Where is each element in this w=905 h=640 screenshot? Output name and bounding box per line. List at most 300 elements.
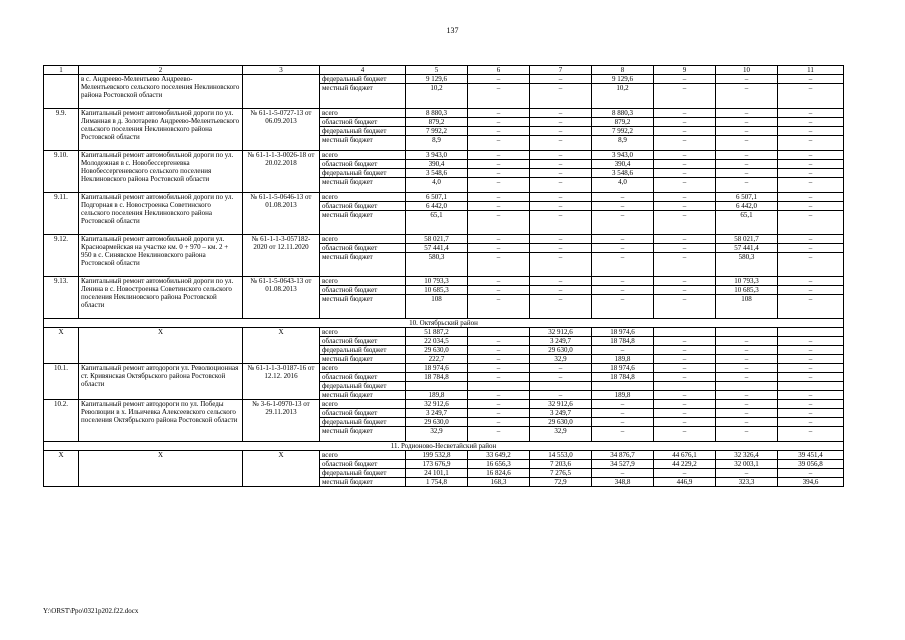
amount-cell: 3 249,7 bbox=[530, 409, 592, 418]
amount-cell: – bbox=[654, 364, 716, 373]
amount-cell: – bbox=[778, 136, 844, 151]
amount-cell: – bbox=[778, 295, 844, 319]
amount-cell: 24 101,1 bbox=[406, 469, 468, 478]
amount-cell: – bbox=[716, 355, 778, 364]
amount-cell: 18 974,6 bbox=[592, 364, 654, 373]
amount-cell: – bbox=[592, 244, 654, 253]
document-ref: X bbox=[243, 451, 320, 487]
amount-cell: 57 441,4 bbox=[716, 244, 778, 253]
amount-cell bbox=[716, 328, 778, 337]
amount-cell: – bbox=[468, 193, 530, 202]
amount-cell: – bbox=[778, 75, 844, 84]
amount-cell bbox=[716, 382, 778, 391]
funding-source: всего bbox=[320, 109, 406, 118]
amount-cell: 446,9 bbox=[654, 478, 716, 487]
amount-cell: 3 943,0 bbox=[592, 151, 654, 160]
amount-cell: 7 276,5 bbox=[530, 469, 592, 478]
amount-cell: 65,1 bbox=[716, 211, 778, 235]
amount-cell: – bbox=[592, 277, 654, 286]
amount-cell: – bbox=[654, 75, 716, 84]
amount-cell: – bbox=[530, 286, 592, 295]
amount-cell: 32 912,6 bbox=[530, 328, 592, 337]
amount-cell: – bbox=[778, 391, 844, 400]
amount-cell: 1 754,8 bbox=[406, 478, 468, 487]
amount-cell: – bbox=[716, 400, 778, 409]
amount-cell: – bbox=[778, 193, 844, 202]
amount-cell: – bbox=[530, 151, 592, 160]
amount-cell: 29 630,0 bbox=[406, 418, 468, 427]
funding-source: областной бюджет bbox=[320, 244, 406, 253]
amount-cell: 10 793,3 bbox=[716, 277, 778, 286]
amount-cell: 7 992,2 bbox=[406, 127, 468, 136]
amount-cell: – bbox=[468, 235, 530, 244]
amount-cell: – bbox=[654, 355, 716, 364]
amount-cell: – bbox=[654, 373, 716, 382]
amount-cell: 3 943,0 bbox=[406, 151, 468, 160]
table-row bbox=[44, 235, 844, 244]
object-name: Капитальный ремонт автомобильной дороги по ул. Молодежная в с. Новобессергеневка Новобессергеневского сельского поселения Неклиновского района Ростовской области bbox=[79, 151, 243, 193]
header-cell: 3 bbox=[243, 66, 320, 75]
amount-cell: 44 676,1 bbox=[654, 451, 716, 460]
row-number: 9.9. bbox=[44, 109, 79, 151]
funding-source: областной бюджет bbox=[320, 373, 406, 382]
funding-source: местный бюджет bbox=[320, 211, 406, 235]
amount-cell bbox=[530, 382, 592, 391]
funding-source: федеральный бюджет bbox=[320, 346, 406, 355]
document-ref: № 61-1-1-3-0026-18 от 20.02.2018 bbox=[243, 151, 320, 193]
amount-cell: – bbox=[778, 409, 844, 418]
amount-cell: 34 527,9 bbox=[592, 460, 654, 469]
amount-cell: – bbox=[654, 253, 716, 277]
amount-cell: 16 656,3 bbox=[468, 460, 530, 469]
amount-cell: – bbox=[468, 337, 530, 346]
row-number: X bbox=[44, 451, 79, 487]
amount-cell: – bbox=[592, 235, 654, 244]
table-row bbox=[44, 109, 844, 118]
amount-cell: – bbox=[530, 169, 592, 178]
footer-file-path: Y:\ORST\Ppo\0321p202.f22.docx bbox=[43, 607, 139, 615]
amount-cell: 189,8 bbox=[592, 391, 654, 400]
funding-source: федеральный бюджет bbox=[320, 382, 406, 391]
funding-source: областной бюджет bbox=[320, 118, 406, 127]
amount-cell: – bbox=[778, 244, 844, 253]
amount-cell bbox=[778, 328, 844, 337]
amount-cell: 32 003,1 bbox=[716, 460, 778, 469]
amount-cell: 65,1 bbox=[406, 211, 468, 235]
amount-cell: – bbox=[778, 169, 844, 178]
amount-cell: – bbox=[592, 346, 654, 355]
object-name: X bbox=[79, 451, 243, 487]
amount-cell: 32,9 bbox=[530, 355, 592, 364]
amount-cell: – bbox=[716, 409, 778, 418]
amount-cell: – bbox=[592, 193, 654, 202]
funding-source: местный бюджет bbox=[320, 136, 406, 151]
amount-cell: – bbox=[592, 295, 654, 319]
amount-cell: – bbox=[592, 286, 654, 295]
amount-cell bbox=[468, 382, 530, 391]
amount-cell: – bbox=[468, 295, 530, 319]
amount-cell: 7 203,6 bbox=[530, 460, 592, 469]
amount-cell: 879,2 bbox=[406, 118, 468, 127]
amount-cell: 14 553,0 bbox=[530, 451, 592, 460]
amount-cell: 108 bbox=[716, 295, 778, 319]
amount-cell: – bbox=[778, 373, 844, 382]
amount-cell: – bbox=[592, 202, 654, 211]
section-title: 11. Родионово-Несветайский район bbox=[44, 442, 844, 451]
table-row bbox=[44, 75, 844, 84]
funding-source: местный бюджет bbox=[320, 355, 406, 364]
table-row bbox=[44, 451, 844, 460]
amount-cell: – bbox=[654, 136, 716, 151]
object-name: X bbox=[79, 328, 243, 364]
amount-cell: – bbox=[716, 391, 778, 400]
amount-cell: – bbox=[468, 409, 530, 418]
amount-cell: – bbox=[530, 193, 592, 202]
header-cell: 9 bbox=[654, 66, 716, 75]
funding-source: местный бюджет bbox=[320, 478, 406, 487]
amount-cell: – bbox=[716, 346, 778, 355]
amount-cell: 168,3 bbox=[468, 478, 530, 487]
amount-cell: – bbox=[778, 178, 844, 193]
amount-cell: – bbox=[716, 127, 778, 136]
object-name: Капитальный ремонт автомобильной дороги по ул. Ленина в с. Новостроенка Советинского сельского поселения Неклиновского района Ростовской области bbox=[79, 277, 243, 319]
amount-cell: – bbox=[530, 84, 592, 109]
table-row bbox=[44, 151, 844, 160]
amount-cell: 8,9 bbox=[592, 136, 654, 151]
amount-cell: 6 442,0 bbox=[716, 202, 778, 211]
amount-cell: 3 249,7 bbox=[530, 337, 592, 346]
amount-cell: – bbox=[654, 277, 716, 286]
amount-cell: 6 507,1 bbox=[406, 193, 468, 202]
amount-cell: 6 507,1 bbox=[716, 193, 778, 202]
amount-cell: – bbox=[778, 202, 844, 211]
row-number: 10.2. bbox=[44, 400, 79, 442]
amount-cell: – bbox=[654, 151, 716, 160]
amount-cell: 580,3 bbox=[716, 253, 778, 277]
amount-cell: 4,0 bbox=[406, 178, 468, 193]
amount-cell: – bbox=[468, 169, 530, 178]
amount-cell: – bbox=[716, 109, 778, 118]
amount-cell: 32 326,4 bbox=[716, 451, 778, 460]
amount-cell: 390,4 bbox=[406, 160, 468, 169]
amount-cell: 3 548,6 bbox=[592, 169, 654, 178]
document-ref: № 61-1-5-0646-13 от 01.08.2013 bbox=[243, 193, 320, 235]
amount-cell: – bbox=[654, 178, 716, 193]
amount-cell: – bbox=[716, 151, 778, 160]
amount-cell: – bbox=[778, 355, 844, 364]
amount-cell: 18 974,6 bbox=[406, 364, 468, 373]
amount-cell: 7 992,2 bbox=[592, 127, 654, 136]
amount-cell bbox=[778, 382, 844, 391]
amount-cell: 879,2 bbox=[592, 118, 654, 127]
amount-cell: – bbox=[530, 253, 592, 277]
amount-cell: – bbox=[530, 136, 592, 151]
amount-cell: – bbox=[468, 136, 530, 151]
amount-cell: – bbox=[654, 286, 716, 295]
amount-cell: – bbox=[778, 346, 844, 355]
amount-cell: – bbox=[592, 409, 654, 418]
amount-cell: – bbox=[778, 253, 844, 277]
amount-cell: – bbox=[654, 391, 716, 400]
amount-cell: 44 229,2 bbox=[654, 460, 716, 469]
object-name: Капитальный ремонт автомобильной дороги по ул. Подгорная в с. Новостроенка Советинского сельского поселения Неклиновского района Ростовской области bbox=[79, 193, 243, 235]
amount-cell: 58 021,7 bbox=[406, 235, 468, 244]
document-ref: № 3-6-1-0970-13 от 29.11.2013 bbox=[243, 400, 320, 442]
row-number: 9.11. bbox=[44, 193, 79, 235]
header-cell: 1 bbox=[44, 66, 79, 75]
amount-cell: – bbox=[778, 151, 844, 160]
header-cell: 10 bbox=[716, 66, 778, 75]
document-ref: № 61-1-1-3-057182-2020 от 12.11.2020 bbox=[243, 235, 320, 277]
funding-source: местный бюджет bbox=[320, 295, 406, 319]
header-row bbox=[44, 66, 844, 75]
header-cell: 2 bbox=[79, 66, 243, 75]
amount-cell: – bbox=[716, 136, 778, 151]
header-cell: 4 bbox=[320, 66, 406, 75]
amount-cell: – bbox=[468, 109, 530, 118]
row-number: 9.10. bbox=[44, 151, 79, 193]
amount-cell: – bbox=[468, 364, 530, 373]
amount-cell: – bbox=[530, 211, 592, 235]
amount-cell: 6 442,0 bbox=[406, 202, 468, 211]
amount-cell: 39 451,4 bbox=[778, 451, 844, 460]
amount-cell: – bbox=[468, 391, 530, 400]
amount-cell: – bbox=[716, 364, 778, 373]
amount-cell: 10 685,3 bbox=[716, 286, 778, 295]
amount-cell: – bbox=[592, 253, 654, 277]
amount-cell: – bbox=[778, 400, 844, 409]
amount-cell: – bbox=[468, 244, 530, 253]
amount-cell bbox=[592, 382, 654, 391]
funding-source: областной бюджет bbox=[320, 409, 406, 418]
funding-source: всего bbox=[320, 277, 406, 286]
document-ref: № 61-1-1-3-0187-16 от 12.12. 2016 bbox=[243, 364, 320, 400]
amount-cell: – bbox=[468, 355, 530, 364]
amount-cell: 32 912,6 bbox=[530, 400, 592, 409]
amount-cell: – bbox=[654, 235, 716, 244]
table-row bbox=[44, 328, 844, 337]
amount-cell: – bbox=[530, 118, 592, 127]
amount-cell: – bbox=[778, 235, 844, 244]
amount-cell: – bbox=[468, 75, 530, 84]
amount-cell: – bbox=[716, 75, 778, 84]
funding-source: областной бюджет bbox=[320, 337, 406, 346]
amount-cell: – bbox=[468, 118, 530, 127]
amount-cell: – bbox=[778, 469, 844, 478]
amount-cell: 18 784,8 bbox=[406, 373, 468, 382]
document-ref: X bbox=[243, 328, 320, 364]
object-name: Капитальный ремонт автодороги по ул. Победы Революции в х. Ильичевка Алексеевского сельского поселения Октябрьского района Ростовской области bbox=[79, 400, 243, 442]
amount-cell: – bbox=[530, 391, 592, 400]
funding-source: областной бюджет bbox=[320, 160, 406, 169]
amount-cell: – bbox=[654, 337, 716, 346]
header-cell: 5 bbox=[406, 66, 468, 75]
amount-cell: – bbox=[592, 211, 654, 235]
amount-cell: – bbox=[530, 127, 592, 136]
object-name: Капитальный ремонт автодороги ул. Революционная ст. Кривянская Октябрьского района Ростовской области bbox=[79, 364, 243, 400]
amount-cell: – bbox=[778, 337, 844, 346]
amount-cell: – bbox=[778, 286, 844, 295]
amount-cell: – bbox=[530, 202, 592, 211]
amount-cell: – bbox=[654, 244, 716, 253]
amount-cell: – bbox=[778, 84, 844, 109]
funding-source: всего bbox=[320, 400, 406, 409]
amount-cell: – bbox=[654, 193, 716, 202]
amount-cell: 3 548,6 bbox=[406, 169, 468, 178]
funding-source: местный бюджет bbox=[320, 253, 406, 277]
row-number: X bbox=[44, 328, 79, 364]
amount-cell: – bbox=[654, 409, 716, 418]
funding-source: федеральный бюджет bbox=[320, 469, 406, 478]
header-cell: 11 bbox=[778, 66, 844, 75]
amount-cell: – bbox=[716, 160, 778, 169]
funding-source: всего bbox=[320, 235, 406, 244]
amount-cell: – bbox=[778, 418, 844, 427]
amount-cell bbox=[468, 328, 530, 337]
amount-cell: – bbox=[468, 400, 530, 409]
amount-cell: – bbox=[716, 427, 778, 442]
section-row bbox=[44, 442, 844, 451]
amount-cell: 9 129,6 bbox=[406, 75, 468, 84]
table-row bbox=[44, 277, 844, 286]
section-title: 10. Октябрьский район bbox=[44, 319, 844, 328]
amount-cell: 29 630,0 bbox=[406, 346, 468, 355]
amount-cell: 8 880,3 bbox=[406, 109, 468, 118]
amount-cell: 39 056,8 bbox=[778, 460, 844, 469]
amount-cell: 34 876,7 bbox=[592, 451, 654, 460]
funding-source: всего bbox=[320, 364, 406, 373]
funding-source: областной бюджет bbox=[320, 286, 406, 295]
amount-cell: – bbox=[654, 346, 716, 355]
row-number: 9.12. bbox=[44, 235, 79, 277]
amount-cell: – bbox=[592, 400, 654, 409]
funding-source: федеральный бюджет bbox=[320, 418, 406, 427]
object-name: в с. Андреево-Мелентьево Андреево-Мелентьевского сельского поселения Неклиновского района Ростовской области bbox=[79, 75, 243, 109]
amount-cell: 4,0 bbox=[592, 178, 654, 193]
amount-cell: 9 129,6 bbox=[592, 75, 654, 84]
amount-cell: – bbox=[468, 427, 530, 442]
funding-source: местный бюджет bbox=[320, 391, 406, 400]
row-number: 9.13. bbox=[44, 277, 79, 319]
funding-source: областной бюджет bbox=[320, 202, 406, 211]
amount-cell: – bbox=[530, 373, 592, 382]
header-cell: 8 bbox=[592, 66, 654, 75]
amount-cell: 390,4 bbox=[592, 160, 654, 169]
amount-cell: – bbox=[530, 277, 592, 286]
amount-cell: – bbox=[530, 295, 592, 319]
amount-cell: – bbox=[468, 418, 530, 427]
amount-cell: – bbox=[654, 127, 716, 136]
amount-cell: 29 630,0 bbox=[530, 346, 592, 355]
amount-cell: – bbox=[654, 118, 716, 127]
amount-cell: – bbox=[468, 160, 530, 169]
amount-cell: – bbox=[778, 118, 844, 127]
table-row bbox=[44, 193, 844, 202]
amount-cell: 173 676,9 bbox=[406, 460, 468, 469]
amount-cell: – bbox=[654, 400, 716, 409]
section-row bbox=[44, 319, 844, 328]
amount-cell: 58 021,7 bbox=[716, 235, 778, 244]
funding-source: местный бюджет bbox=[320, 427, 406, 442]
amount-cell: 10,2 bbox=[592, 84, 654, 109]
amount-cell: – bbox=[654, 418, 716, 427]
amount-cell: – bbox=[716, 337, 778, 346]
amount-cell: – bbox=[654, 109, 716, 118]
amount-cell: 3 249,7 bbox=[406, 409, 468, 418]
amount-cell: – bbox=[468, 202, 530, 211]
row-number bbox=[44, 75, 79, 109]
amount-cell: – bbox=[654, 160, 716, 169]
amount-cell: – bbox=[468, 84, 530, 109]
amount-cell: 323,3 bbox=[716, 478, 778, 487]
amount-cell: 8 880,3 bbox=[592, 109, 654, 118]
amount-cell: – bbox=[468, 211, 530, 235]
amount-cell: – bbox=[530, 160, 592, 169]
header-cell: 7 bbox=[530, 66, 592, 75]
amount-cell: 16 824,6 bbox=[468, 469, 530, 478]
amount-cell: – bbox=[654, 427, 716, 442]
amount-cell: 32,9 bbox=[406, 427, 468, 442]
funding-source: местный бюджет bbox=[320, 178, 406, 193]
amount-cell: 189,8 bbox=[592, 355, 654, 364]
amount-cell: 51 887,2 bbox=[406, 328, 468, 337]
object-name: Капитальный ремонт автомобильной дороги по ул. Лиманная в д. Золотарево Андреево-Мелентьевского сельского поселения Неклиновского района Ростовской области bbox=[79, 109, 243, 151]
amount-cell: – bbox=[530, 235, 592, 244]
amount-cell: 10 793,3 bbox=[406, 277, 468, 286]
amount-cell: – bbox=[654, 469, 716, 478]
document-ref bbox=[243, 75, 320, 109]
funding-source: федеральный бюджет bbox=[320, 127, 406, 136]
amount-cell: – bbox=[530, 109, 592, 118]
funding-source: всего bbox=[320, 451, 406, 460]
funding-source: всего bbox=[320, 193, 406, 202]
object-name: Капитальный ремонт автомобильной дороги ул. Красноармейская на участке км. 0 + 970 – км. 2 + 950 в с. Синявское Неклиновского района Ростовской области bbox=[79, 235, 243, 277]
funding-source: всего bbox=[320, 151, 406, 160]
amount-cell: 8,9 bbox=[406, 136, 468, 151]
row-number: 10.1. bbox=[44, 364, 79, 400]
amount-cell: 29 630,0 bbox=[530, 418, 592, 427]
amount-cell: 10,2 bbox=[406, 84, 468, 109]
amount-cell: – bbox=[468, 277, 530, 286]
budget-table bbox=[43, 65, 844, 487]
amount-cell: 189,8 bbox=[406, 391, 468, 400]
amount-cell: 57 441,4 bbox=[406, 244, 468, 253]
amount-cell: 10 685,3 bbox=[406, 286, 468, 295]
amount-cell bbox=[654, 328, 716, 337]
amount-cell: – bbox=[778, 127, 844, 136]
amount-cell: 199 532,8 bbox=[406, 451, 468, 460]
amount-cell: – bbox=[468, 253, 530, 277]
amount-cell: 22 034,5 bbox=[406, 337, 468, 346]
amount-cell: – bbox=[530, 178, 592, 193]
amount-cell: – bbox=[654, 211, 716, 235]
funding-source: федеральный бюджет bbox=[320, 169, 406, 178]
amount-cell: 108 bbox=[406, 295, 468, 319]
amount-cell: – bbox=[654, 84, 716, 109]
page-number: 137 bbox=[446, 26, 459, 35]
amount-cell: – bbox=[654, 169, 716, 178]
amount-cell: – bbox=[468, 346, 530, 355]
amount-cell: – bbox=[778, 109, 844, 118]
amount-cell: – bbox=[654, 202, 716, 211]
amount-cell: – bbox=[530, 244, 592, 253]
table-body bbox=[44, 66, 844, 487]
amount-cell: – bbox=[778, 277, 844, 286]
amount-cell: – bbox=[654, 295, 716, 319]
amount-cell: – bbox=[592, 418, 654, 427]
amount-cell: – bbox=[716, 169, 778, 178]
amount-cell bbox=[406, 382, 468, 391]
